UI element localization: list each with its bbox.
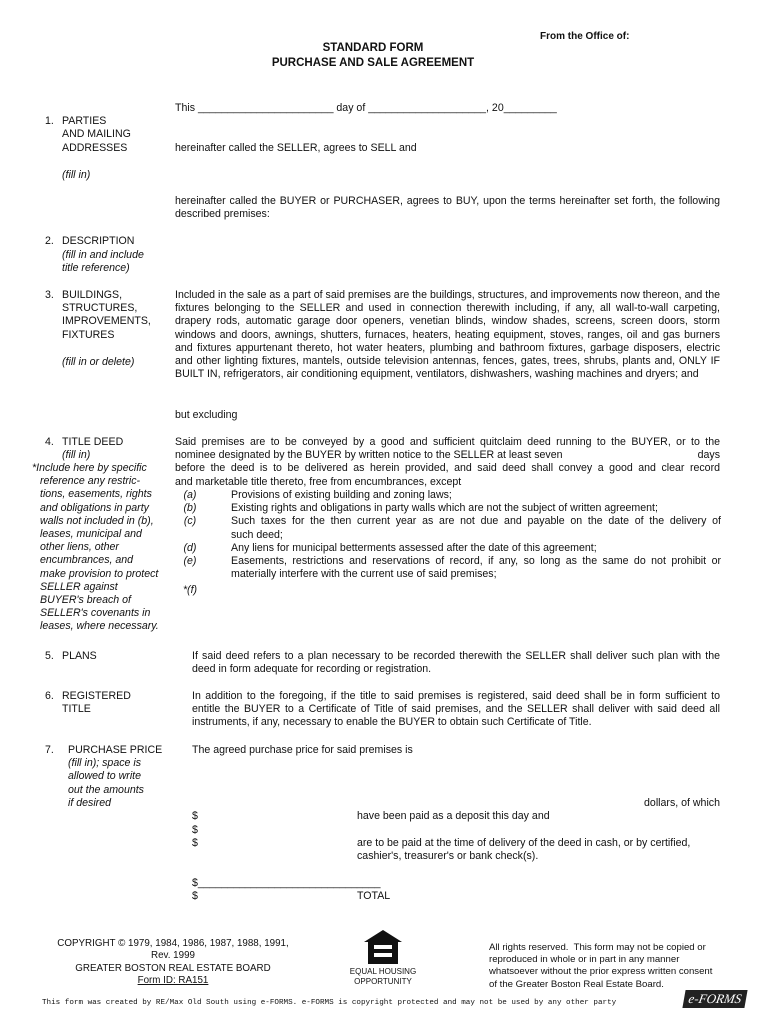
exception-label: (c) — [183, 515, 197, 528]
title-deed-line-2a: nominee designated by the BUYER by written notice to the SELLER at least seven — [175, 449, 563, 462]
title-deed-days: days — [697, 449, 720, 462]
section-4-sidenote — [32, 462, 172, 634]
delivery-text-line-1: are to be paid at the time of delivery of the deed in cash, or by certified, — [357, 837, 691, 849]
sidenote-line: and obligations in party — [40, 501, 149, 514]
exception-text: Any liens for municipal betterments assessed after the date of this agreement; — [231, 541, 597, 554]
section-4-label: TITLE DEED — [62, 436, 124, 448]
exception-label: (b) — [183, 502, 197, 515]
copyright-line: Rev. 1999 — [151, 950, 195, 962]
section-1-number: 1. — [45, 115, 54, 127]
section-7-note-3: out the amounts — [68, 784, 144, 796]
sidenote-line: *Include here by specific — [32, 462, 147, 474]
rights-line: whatsoever without the prior express written consent — [489, 966, 713, 978]
sidenote-line: walls not included in (b), — [40, 514, 154, 527]
registered-text: In addition to the foregoing, if the title to said premises is registered, said deed shall be in form sufficient to entitle the BUYER to a Certificate of Title of said premises, and the SELLER shall deliver with said deed all instruments, if any, necessary to enable the BUYER to obtain such Certificate of Title. — [192, 690, 720, 729]
section-6-label-2: TITLE — [62, 703, 91, 715]
equal-housing-label — [338, 967, 428, 987]
exception-text: Easements, restrictions and reservations of record, if any, so long as the same do not prohibit or — [231, 555, 721, 567]
section-2-label: DESCRIPTION — [62, 235, 135, 247]
dollar-sign-deposit[interactable]: $ — [192, 810, 198, 822]
office-label: From the Office of: — [540, 31, 630, 42]
dollar-sign-delivery[interactable]: $ — [192, 837, 198, 849]
section-6-label-1: REGISTERED — [62, 690, 131, 702]
section-2-note-2: title reference) — [62, 262, 130, 274]
sidenote-line: SELLER's covenants in — [40, 607, 151, 620]
equal-housing-line: OPPORTUNITY — [354, 977, 412, 986]
section-3-label-3: IMPROVEMENTS, — [62, 315, 151, 327]
form-title-line2: PURCHASE AND SALE AGREEMENT — [271, 57, 475, 69]
section-7-note-1: (fill in); space is — [68, 757, 141, 769]
equal-housing-icon — [362, 928, 404, 966]
sidenote-line: other liens, other — [40, 541, 119, 554]
section-4-fill: (fill in) — [62, 449, 91, 461]
exception-label: (e) — [183, 555, 197, 567]
copyright-line: COPYRIGHT © 1979, 1984, 1986, 1987, 1988, 1991, — [57, 938, 289, 949]
deposit-text: have been paid as a deposit this day and — [357, 810, 550, 822]
footer-copyright — [28, 938, 318, 988]
title-deed-text — [175, 436, 720, 489]
section-1-label-1: PARTIES — [62, 115, 107, 127]
dollar-sign-total[interactable]: $ — [192, 890, 198, 902]
exception-text: materially interfere with the current use of said premises; — [231, 568, 497, 581]
exception-label: *(f) — [182, 584, 198, 597]
section-3-label-4: FIXTURES — [62, 329, 115, 341]
section-3-label-1: BUILDINGS, — [62, 289, 123, 301]
created-by-notice: This form was created by RE/Max Old South using e-FORMS. e-FORMS is copyright protected and may not be used by any other party — [42, 999, 617, 1007]
section-2-number: 2. — [45, 235, 54, 247]
title-deed-line-3: before the deed is to be delivered as herein provided, and said deed shall convey a good and clear record — [175, 462, 720, 475]
section-1-note: (fill in) — [62, 169, 91, 181]
section-3-note: (fill in or delete) — [62, 356, 135, 368]
title-deed-line-2 — [175, 449, 720, 462]
total-label: TOTAL — [357, 890, 391, 902]
copyright-line: GREATER BOSTON REAL ESTATE BOARD — [75, 962, 271, 974]
section-7-note-2: allowed to write — [68, 770, 142, 782]
section-7-label: PURCHASE PRICE — [68, 744, 163, 756]
exception-text: Such taxes for the then current year as are not due and payable on the date of the delivery of — [231, 515, 721, 528]
sidenote-line: leases, municipal and — [40, 528, 142, 541]
section-5-label: PLANS — [62, 650, 97, 662]
sidenote-line: tions, easements, rights — [40, 488, 152, 501]
section-2-note-1: (fill in and include — [62, 249, 144, 261]
date-line[interactable]: This _______________________ day of ____________________, 20_________ — [175, 102, 557, 114]
sidenote-line: reference any restric- — [40, 475, 141, 488]
section-1-label-2: AND MAILING — [62, 128, 131, 140]
exception-label: (d) — [183, 541, 197, 554]
seller-text: hereinafter called the SELLER, agrees to SELL and — [175, 142, 417, 154]
sidenote-line: leases, where necessary. — [40, 620, 159, 633]
exception-text: Provisions of existing building and zoning laws; — [231, 489, 452, 501]
equal-housing-line: EQUAL HOUSING — [349, 967, 417, 976]
delivery-text-line-2: cashier's, treasurer's or bank check(s). — [357, 850, 539, 862]
section-4-number: 4. — [45, 436, 54, 448]
sidenote-line: BUYER's breach of — [40, 594, 131, 607]
eforms-logo: e-FORMS — [682, 990, 747, 1008]
buyer-text: hereinafter called the BUYER or PURCHASER, agrees to BUY, upon the terms hereinafter set forth, the following described premises: — [175, 195, 720, 221]
price-text: The agreed purchase price for said premises is — [192, 744, 413, 756]
section-5-number: 5. — [45, 650, 54, 662]
but-excluding-text: but excluding — [175, 409, 238, 421]
exception-label: (a) — [183, 489, 197, 501]
form-id: Form ID: RA151 — [137, 975, 209, 987]
sidenote-line: SELLER against — [40, 580, 118, 593]
dollars-of-which: dollars, of which — [644, 797, 720, 809]
section-7-note-4: if desired — [68, 797, 111, 809]
sidenote-line: make provision to protect — [40, 567, 159, 580]
section-7-number: 7. — [45, 744, 54, 756]
sidenote-line: encumbrances, and — [40, 554, 134, 567]
section-6-number: 6. — [45, 690, 54, 702]
rights-line: reproduced in whole or in part in any manner — [489, 954, 680, 966]
title-deed-line-1: Said premises are to be conveyed by a good and sufficient quitclaim deed running to the BUYER, or to the — [175, 436, 720, 448]
title-deed-line-4: and marketable title thereto, free from encumbrances, except — [175, 475, 462, 488]
section-3-label-2: STRUCTURES, — [62, 302, 138, 314]
section-3-number: 3. — [45, 289, 54, 301]
exception-text: Existing rights and obligations in party walls which are not the subject of written agreement; — [231, 502, 658, 515]
rights-line: of the Greater Boston Real Estate Board. — [489, 978, 664, 990]
plans-text: If said deed refers to a plan necessary to be recorded therewith the SELLER shall deliver such plan with the deed in form adequate for recording or registration. — [192, 650, 720, 676]
section-1-label-3: ADDRESSES — [62, 142, 128, 154]
footer-rights — [489, 942, 729, 991]
form-title-line1: STANDARD FORM — [322, 42, 424, 54]
total-blank[interactable]: $_______________________________ — [192, 877, 381, 889]
rights-line: All rights reserved. This form may not be copied or — [489, 942, 706, 953]
exception-text: such deed; — [231, 528, 283, 541]
dollar-sign-additional[interactable]: $ — [192, 824, 198, 836]
buildings-text: Included in the sale as a part of said premises are the buildings, structures, and improvements now thereon, and the fixtures belonging to the SELLER and used in connection therewith including, if any, all wall-to-wall carpeting, drapery rods, automatic garage door openers, venetian blinds, window shades, screens, screen doors, storm windows and doors, awnings, shutters, furnaces, heaters, heating equipment, stoves, ranges, oil and gas burners and fixtures appurtenant thereto, hot water heaters, plumbing and bathroom fixtures, garbage disposers, electric and other lighting fixtures, mantels, outside television antennas, fences, gates, trees, shrubs, plants and, ONLY IF BUILT IN, refrigerators, air conditioning equipment, ventilators, dishwashers, washing machines and dryers; and — [175, 289, 720, 381]
